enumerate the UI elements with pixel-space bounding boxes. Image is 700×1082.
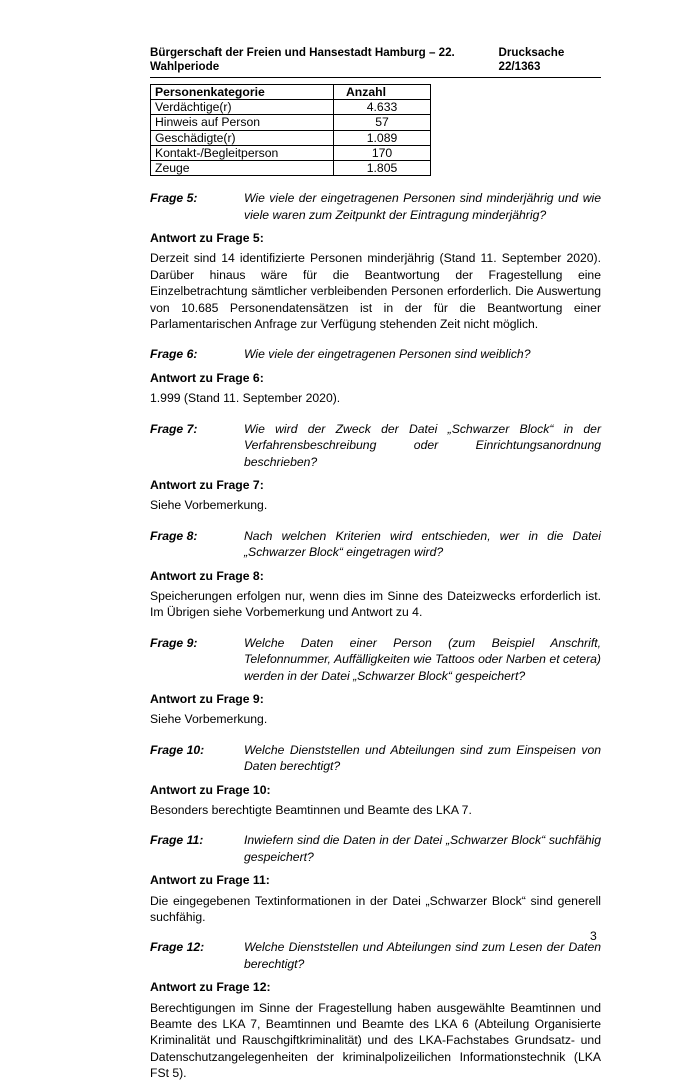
page-header (150, 46, 601, 78)
question-text: Wie viele der eingetragenen Personen sind weiblich? (244, 347, 531, 362)
question-text: Wie wird der Zweck der Datei „Schwarzer Block“ in der Verfahrensbeschreibung oder Einrichtungsanordnung beschrieben? (244, 421, 601, 469)
answer-heading: Antwort zu Frage 11: (150, 873, 270, 888)
question-text: Welche Dienststellen und Abteilungen sind zum Einspeisen von Daten berechtigt? (244, 742, 601, 774)
question-6 (150, 346, 601, 362)
table-cell: 57 (334, 115, 431, 130)
answer-text: Berechtigungen im Sinne der Fragestellung haben ausgewählte Beamtinnen und Beamte des LKA 7, Beamtinnen und Beamte des LKA 6 (Abteilung Organisierte Kriminalität und Rauschgiftkriminalität) und des LKA-Fachstabes Grundsatz- und Datenschutzangelegenheiten der kriminalpolizeilichen Informationstechnik (LKA FSt 5). (150, 1000, 601, 1081)
table-cell: Hinweis auf Person (151, 115, 334, 130)
question-text: Welche Dienststellen und Abteilungen sind zum Lesen der Daten berechtigt? (244, 940, 601, 971)
table-cell: 1.089 (334, 130, 431, 145)
page-content (150, 84, 601, 1082)
question-label: Frage 8: (150, 528, 198, 543)
table-cell: 1.805 (334, 161, 431, 176)
column-header: Personenkategorie (151, 85, 334, 100)
answer-text: Speicherungen erfolgen nur, wenn dies im Sinne des Dateizwecks erforderlich ist. Im Übrigen siehe Vorbemerkung und Antwort zu 4. (150, 588, 601, 620)
table-cell: 170 (334, 145, 431, 160)
answer-heading: Antwort zu Frage 7: (150, 477, 264, 492)
answer-text: Besonders berechtigte Beamtinnen und Beamte des LKA 7. (150, 803, 472, 817)
answer-text: Siehe Vorbemerkung. (150, 498, 268, 513)
question-text: Inwiefern sind die Daten in der Datei „Schwarzer Block“ suchfähig gespeichert? (244, 833, 601, 864)
answer-heading: Antwort zu Frage 5: (150, 231, 264, 246)
question-9 (150, 635, 601, 684)
table-row (151, 100, 431, 115)
question-8 (150, 528, 601, 561)
table-row (151, 145, 431, 160)
question-11 (150, 832, 601, 865)
answer-heading: Antwort zu Frage 10: (150, 782, 271, 797)
table-header-row (151, 85, 431, 100)
table-cell: Verdächtige(r) (151, 100, 334, 115)
answer-text: 1.999 (Stand 11. September 2020). (150, 391, 341, 406)
table-row (151, 161, 431, 176)
table-cell: Kontakt-/Begleitperson (151, 145, 334, 160)
person-category-table (150, 84, 431, 176)
answer-text: Derzeit sind 14 identifizierte Personen minderjährig (Stand 11. September 2020). Darüber hinaus wäre für die Beantwortung der Fragestellung eine Einzelbetrachtung sämtlicher verbleibenden Personen erforderlich. Die Auswertung von 10.685 Personendatensätzen ist in der für die Beantwortung einer Parlamentarischen Anfrage zur Verfügung stehenden Zeit nicht möglich. (150, 251, 601, 332)
question-label: Frage 9: (150, 635, 198, 650)
answer-heading: Antwort zu Frage 12: (150, 980, 271, 995)
answer-heading: Antwort zu Frage 9: (150, 691, 264, 706)
header-title: Bürgerschaft der Freien und Hansestadt Hamburg – 22. Wahlperiode (150, 46, 455, 73)
question-5 (150, 190, 601, 223)
answer-text: Die eingegebenen Textinformationen in der Datei „Schwarzer Block“ sind generell suchfähig. (150, 893, 601, 925)
question-10 (150, 742, 601, 775)
question-7 (150, 421, 601, 470)
question-label: Frage 12: (150, 940, 205, 955)
column-header: Anzahl (334, 85, 431, 100)
question-label: Frage 11: (150, 833, 204, 848)
question-text: Welche Daten einer Person (zum Beispiel Anschrift, Telefonnummer, Auffälligkeiten wie Tattoos oder Narben et cetera) werden in der Datei „Schwarzer Block“ gespeichert? (244, 635, 601, 683)
question-text: Nach welchen Kriterien wird entschieden, wer in die Datei „Schwarzer Block“ eingetragen wird? (244, 528, 601, 560)
question-label: Frage 5: (150, 191, 198, 206)
header-doc-number: Drucksache 22/1363 (498, 46, 565, 73)
question-text: Wie viele der eingetragenen Personen sind minderjährig und wie viele waren zum Zeitpunkt der Eintragung minderjährig? (244, 191, 601, 222)
table-row (151, 115, 431, 130)
question-label: Frage 10: (150, 742, 205, 757)
table-cell: Zeuge (151, 161, 334, 176)
answer-text: Siehe Vorbemerkung. (150, 712, 268, 727)
table-cell: Geschädigte(r) (151, 130, 334, 145)
question-label: Frage 7: (150, 421, 198, 436)
answer-heading: Antwort zu Frage 8: (150, 568, 264, 583)
table-row (151, 130, 431, 145)
question-12 (150, 939, 601, 972)
question-label: Frage 6: (150, 347, 198, 362)
page-number: 3 (590, 929, 597, 943)
answer-heading: Antwort zu Frage 6: (150, 370, 264, 385)
table-cell: 4.633 (334, 100, 431, 115)
